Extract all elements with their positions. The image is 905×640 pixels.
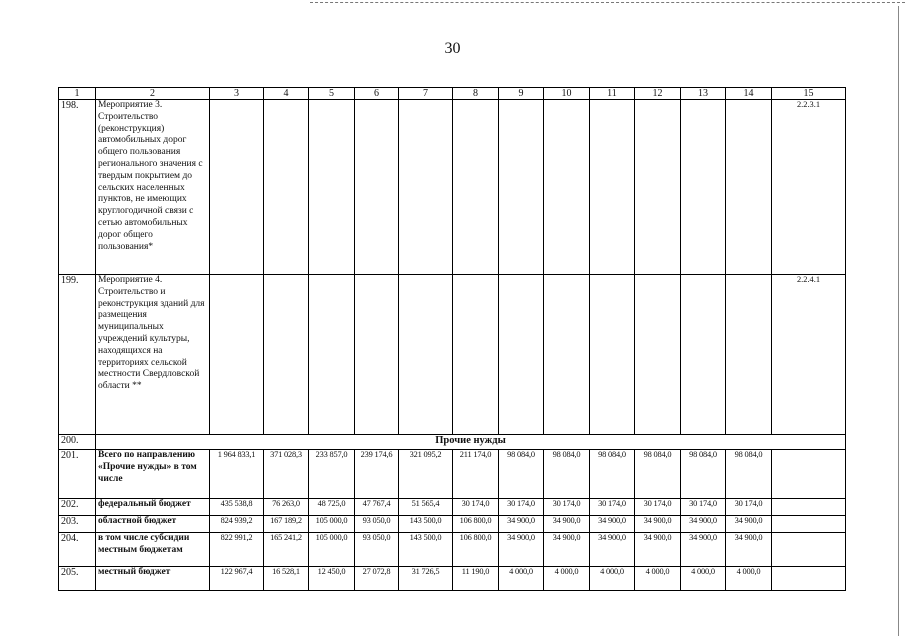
row-name: Мероприятие 3. Строительство (реконструкция) автомобильных дорог общего пользования регионального значения с твердым покрытием до сельских населенных пунктов, не имеющих круглогодичной связи с сетью автомобильных дорог общего пользования* (96, 100, 210, 275)
value-cell: 34 900,0 (544, 516, 590, 533)
table-row (59, 516, 846, 533)
table-row (59, 533, 846, 567)
value-cell: 16 528,1 (264, 567, 309, 591)
value-cell (726, 275, 772, 435)
budget-table (58, 87, 846, 591)
value-cell (681, 275, 726, 435)
value-cell: 93 050,0 (355, 533, 399, 567)
value-cell: 435 538,8 (210, 499, 264, 516)
value-cell: 51 565,4 (399, 499, 453, 516)
value-cell (264, 275, 309, 435)
section-title: Прочие нужды (96, 435, 846, 450)
value-cell: 98 084,0 (499, 450, 544, 499)
row-number: 200. (59, 435, 96, 450)
value-cell (726, 100, 772, 275)
value-cell: 98 084,0 (681, 450, 726, 499)
column-header: 3 (210, 88, 264, 100)
value-cell: 321 095,2 (399, 450, 453, 499)
value-cell: 4 000,0 (726, 567, 772, 591)
value-cell: 4 000,0 (544, 567, 590, 591)
value-cell: 47 767,4 (355, 499, 399, 516)
column-header: 8 (453, 88, 499, 100)
target-code: 2.2.4.1 (772, 275, 846, 435)
column-header: 10 (544, 88, 590, 100)
value-cell (499, 275, 544, 435)
value-cell (210, 100, 264, 275)
value-cell (590, 275, 635, 435)
value-cell: 4 000,0 (499, 567, 544, 591)
value-cell: 165 241,2 (264, 533, 309, 567)
row-name: Мероприятие 4. Строительство и реконструкция зданий для размещения муниципальных учреждений культуры, находящихся на территориях сельской местности Свердловской области ** (96, 275, 210, 435)
value-cell (264, 100, 309, 275)
table-row (59, 100, 846, 275)
target-code (772, 516, 846, 533)
value-cell: 30 174,0 (726, 499, 772, 516)
value-cell (355, 275, 399, 435)
value-cell (399, 100, 453, 275)
value-cell: 371 028,3 (264, 450, 309, 499)
value-cell: 30 174,0 (499, 499, 544, 516)
page-number: 30 (444, 40, 461, 57)
value-cell: 34 900,0 (726, 516, 772, 533)
value-cell: 11 190,0 (453, 567, 499, 591)
column-header: 2 (96, 88, 210, 100)
value-cell: 93 050,0 (355, 516, 399, 533)
top-dashed-rule (310, 2, 905, 3)
row-number: 199. (59, 275, 96, 435)
target-code (772, 499, 846, 516)
table-row (59, 499, 846, 516)
value-cell: 34 900,0 (635, 516, 681, 533)
value-cell: 143 500,0 (399, 516, 453, 533)
table-row (59, 567, 846, 591)
value-cell: 34 900,0 (544, 533, 590, 567)
column-header: 13 (681, 88, 726, 100)
value-cell: 822 991,2 (210, 533, 264, 567)
value-cell: 239 174,6 (355, 450, 399, 499)
value-cell: 233 857,0 (309, 450, 355, 499)
value-cell: 98 084,0 (726, 450, 772, 499)
value-cell: 106 800,0 (453, 533, 499, 567)
value-cell: 76 263,0 (264, 499, 309, 516)
value-cell: 122 967,4 (210, 567, 264, 591)
value-cell: 34 900,0 (726, 533, 772, 567)
row-name: в том числе субсидии местным бюджетам (96, 533, 210, 567)
value-cell: 31 726,5 (399, 567, 453, 591)
column-header: 5 (309, 88, 355, 100)
row-number: 198. (59, 100, 96, 275)
value-cell: 4 000,0 (681, 567, 726, 591)
value-cell (681, 100, 726, 275)
row-name: областной бюджет (96, 516, 210, 533)
row-number: 202. (59, 499, 96, 516)
row-number: 204. (59, 533, 96, 567)
value-cell: 34 900,0 (499, 516, 544, 533)
value-cell (309, 275, 355, 435)
value-cell (635, 275, 681, 435)
value-cell: 30 174,0 (635, 499, 681, 516)
value-cell (399, 275, 453, 435)
value-cell: 4 000,0 (635, 567, 681, 591)
value-cell: 4 000,0 (590, 567, 635, 591)
value-cell: 30 174,0 (681, 499, 726, 516)
column-header: 1 (59, 88, 96, 100)
value-cell (499, 100, 544, 275)
value-cell (453, 100, 499, 275)
value-cell: 34 900,0 (681, 516, 726, 533)
value-cell (544, 100, 590, 275)
target-code (772, 567, 846, 591)
value-cell (590, 100, 635, 275)
value-cell: 34 900,0 (681, 533, 726, 567)
column-header: 14 (726, 88, 772, 100)
column-header: 7 (399, 88, 453, 100)
value-cell: 30 174,0 (544, 499, 590, 516)
value-cell: 34 900,0 (499, 533, 544, 567)
value-cell: 30 174,0 (453, 499, 499, 516)
value-cell: 1 964 833,1 (210, 450, 264, 499)
column-header: 4 (264, 88, 309, 100)
column-header: 11 (590, 88, 635, 100)
row-number: 203. (59, 516, 96, 533)
value-cell: 34 900,0 (590, 516, 635, 533)
column-header: 6 (355, 88, 399, 100)
right-edge-rule (898, 6, 899, 636)
value-cell: 98 084,0 (635, 450, 681, 499)
value-cell (309, 100, 355, 275)
value-cell: 824 939,2 (210, 516, 264, 533)
table-row (59, 275, 846, 435)
value-cell: 105 000,0 (309, 533, 355, 567)
value-cell (355, 100, 399, 275)
table-row (59, 450, 846, 499)
value-cell: 34 900,0 (590, 533, 635, 567)
target-code (772, 533, 846, 567)
row-number: 205. (59, 567, 96, 591)
row-name: местный бюджет (96, 567, 210, 591)
value-cell: 98 084,0 (590, 450, 635, 499)
column-header: 15 (772, 88, 846, 100)
value-cell: 105 000,0 (309, 516, 355, 533)
value-cell (544, 275, 590, 435)
column-header: 9 (499, 88, 544, 100)
column-header: 12 (635, 88, 681, 100)
target-code (772, 450, 846, 499)
header-row (59, 88, 846, 100)
row-number: 201. (59, 450, 96, 499)
value-cell (453, 275, 499, 435)
value-cell: 143 500,0 (399, 533, 453, 567)
value-cell: 167 189,2 (264, 516, 309, 533)
section-row (59, 435, 846, 450)
value-cell: 27 072,8 (355, 567, 399, 591)
value-cell: 30 174,0 (590, 499, 635, 516)
value-cell: 211 174,0 (453, 450, 499, 499)
value-cell (635, 100, 681, 275)
value-cell (210, 275, 264, 435)
value-cell: 106 800,0 (453, 516, 499, 533)
value-cell: 34 900,0 (635, 533, 681, 567)
target-code: 2.2.3.1 (772, 100, 846, 275)
value-cell: 12 450,0 (309, 567, 355, 591)
value-cell: 48 725,0 (309, 499, 355, 516)
row-name: федеральный бюджет (96, 499, 210, 516)
value-cell: 98 084,0 (544, 450, 590, 499)
row-name: Всего по направлению «Прочие нужды» в том числе (96, 450, 210, 499)
